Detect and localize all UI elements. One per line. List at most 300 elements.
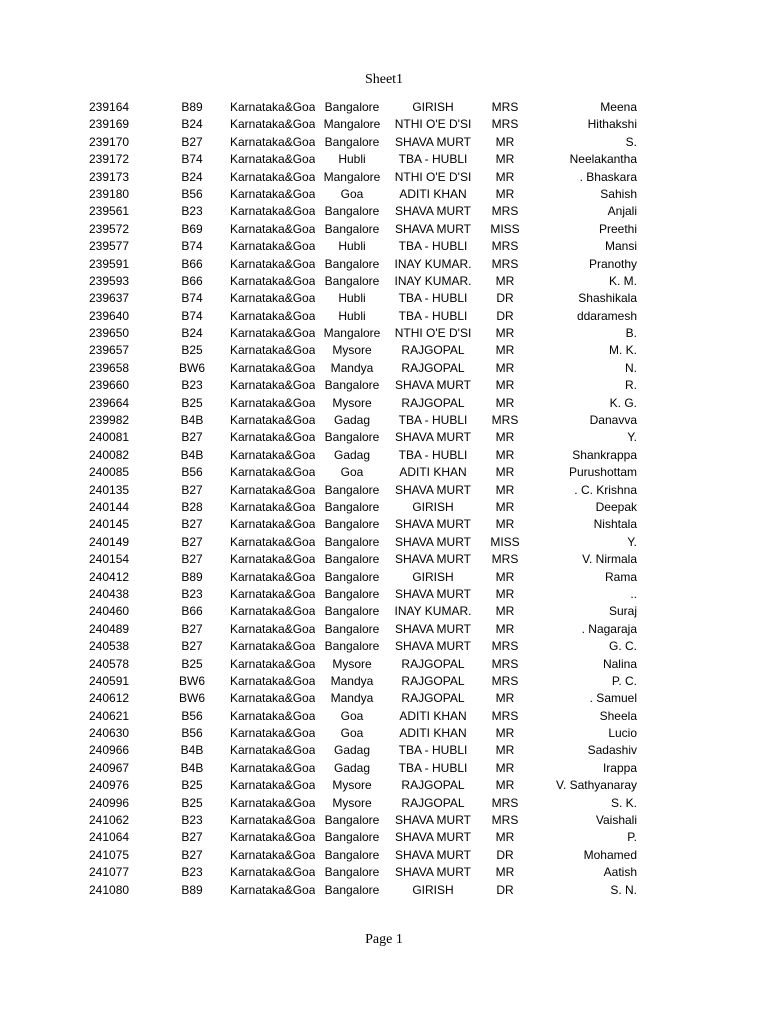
region-cell: Karnataka&Goa [230, 360, 315, 375]
branch-code-cell: B23 [181, 204, 203, 219]
agent-cell: RAJGOPAL [401, 343, 465, 358]
customer-name-cell: Aatish [603, 865, 637, 880]
salutation-cell: MRS [491, 256, 519, 271]
region-cell: Karnataka&Goa [230, 273, 315, 288]
region-cell: Karnataka&Goa [230, 378, 315, 393]
table-row [0, 482, 768, 499]
customer-name-cell: Nalina [602, 656, 637, 671]
agent-cell: TBA - HUBLI [398, 239, 468, 254]
customer-name-cell: Mohamed [583, 847, 637, 862]
branch-code-cell: B27 [181, 534, 203, 549]
salutation-cell: MRS [491, 100, 519, 114]
region-cell: Karnataka&Goa [230, 256, 315, 271]
table-row [0, 429, 768, 446]
region-cell: Karnataka&Goa [230, 430, 315, 445]
region-cell: Karnataka&Goa [230, 239, 315, 254]
agent-cell: SHAVA MURT [394, 482, 471, 497]
table-row [0, 273, 768, 290]
table-row [0, 742, 768, 759]
salutation-cell: MR [495, 482, 515, 497]
city-cell: Bangalore [324, 204, 380, 219]
city-cell: Bangalore [324, 517, 380, 532]
record-id-cell: 239164 [89, 100, 130, 114]
salutation-cell: MR [495, 169, 515, 184]
agent-cell: TBA - HUBLI [398, 152, 468, 167]
branch-code-cell: B24 [181, 169, 203, 184]
region-cell: Karnataka&Goa [230, 482, 315, 497]
region-cell: Karnataka&Goa [230, 795, 315, 810]
city-cell: Hubli [338, 308, 366, 323]
region-cell: Karnataka&Goa [230, 465, 315, 480]
region-cell: Karnataka&Goa [230, 134, 315, 149]
table-row [0, 308, 768, 325]
customer-name-cell: K. G. [609, 395, 637, 410]
branch-code-cell: BW6 [178, 360, 205, 375]
city-cell: Gadag [333, 447, 371, 462]
agent-cell: SHAVA MURT [394, 847, 471, 862]
agent-cell: SHAVA MURT [394, 865, 471, 880]
record-id-cell: 240149 [89, 534, 130, 549]
salutation-cell: MR [495, 134, 515, 149]
customer-name-cell: Danavva [589, 413, 637, 428]
salutation-cell: MR [495, 378, 515, 393]
record-id-cell: 239637 [89, 291, 130, 306]
agent-cell: SHAVA MURT [394, 813, 471, 828]
city-cell: Bangalore [324, 882, 380, 897]
salutation-cell: MR [495, 465, 515, 480]
city-cell: Bangalore [324, 639, 380, 654]
region-cell: Karnataka&Goa [230, 308, 315, 323]
agent-cell: ADITI KHAN [399, 186, 467, 201]
city-cell: Goa [340, 726, 364, 741]
city-cell: Hubli [338, 291, 366, 306]
branch-code-cell: B25 [181, 343, 203, 358]
branch-code-cell: B74 [181, 291, 203, 306]
branch-code-cell: B56 [181, 726, 203, 741]
table-row [0, 812, 768, 829]
table-row [0, 829, 768, 846]
record-id-cell: 240081 [89, 430, 130, 445]
table-row [0, 99, 768, 116]
salutation-cell: MR [495, 326, 515, 341]
city-cell: Goa [340, 465, 364, 480]
branch-code-cell: B56 [181, 708, 203, 723]
region-cell: Karnataka&Goa [230, 152, 315, 167]
customer-name-cell: .. [630, 586, 637, 601]
record-id-cell: 239640 [89, 308, 130, 323]
customer-name-cell: G. C. [608, 639, 637, 654]
customer-name-cell: . C. Krishna [574, 482, 637, 497]
branch-code-cell: B25 [181, 795, 203, 810]
table-row [0, 847, 768, 864]
table-row [0, 864, 768, 881]
table-row [0, 656, 768, 673]
customer-name-cell: Lucio [608, 726, 637, 741]
record-id-cell: 239660 [89, 378, 130, 393]
customer-name-cell: . Bhaskara [579, 169, 637, 184]
table-row [0, 447, 768, 464]
city-cell: Mysore [332, 656, 372, 671]
record-id-cell: 240967 [89, 760, 130, 775]
salutation-cell: MR [495, 447, 515, 462]
branch-code-cell: B28 [181, 499, 203, 514]
region-cell: Karnataka&Goa [230, 639, 315, 654]
record-id-cell: 240630 [89, 726, 130, 741]
salutation-cell: MRS [491, 117, 519, 132]
customer-name-cell: B. [625, 326, 637, 341]
customer-name-cell: S. [625, 134, 637, 149]
agent-cell: SHAVA MURT [394, 221, 471, 236]
table-row [0, 169, 768, 186]
record-id-cell: 239572 [89, 221, 130, 236]
salutation-cell: MRS [491, 656, 519, 671]
record-id-cell: 239982 [89, 413, 130, 428]
branch-code-cell: B89 [181, 569, 203, 584]
agent-cell: INAY KUMAR. [394, 604, 472, 619]
customer-name-cell: Rama [604, 569, 637, 584]
branch-code-cell: B27 [181, 847, 203, 862]
branch-code-cell: BW6 [178, 691, 205, 706]
salutation-cell: MR [495, 343, 515, 358]
city-cell: Mangalore [323, 169, 381, 184]
customer-name-cell: N. [625, 360, 637, 375]
agent-cell: SHAVA MURT [394, 378, 471, 393]
branch-code-cell: B74 [181, 239, 203, 254]
city-cell: Goa [340, 708, 364, 723]
region-cell: Karnataka&Goa [230, 499, 315, 514]
branch-code-cell: B66 [181, 273, 203, 288]
city-cell: Bangalore [324, 100, 380, 114]
salutation-cell: MRS [491, 673, 519, 688]
salutation-cell: MRS [491, 204, 519, 219]
agent-cell: RAJGOPAL [401, 360, 465, 375]
salutation-cell: MR [495, 360, 515, 375]
table-row [0, 151, 768, 168]
agent-cell: SHAVA MURT [394, 430, 471, 445]
record-id-cell: 240135 [89, 482, 130, 497]
city-cell: Mysore [332, 795, 372, 810]
table-row [0, 534, 768, 551]
salutation-cell: MISS [490, 534, 520, 549]
agent-cell: GIRISH [412, 100, 454, 114]
table-row [0, 412, 768, 429]
branch-code-cell: B23 [181, 586, 203, 601]
customer-name-cell: Sheela [599, 708, 637, 723]
branch-code-cell: B74 [181, 152, 203, 167]
customer-name-cell: Mansi [604, 239, 637, 254]
region-cell: Karnataka&Goa [230, 691, 315, 706]
customer-name-cell: V. Nirmala [582, 552, 637, 567]
branch-code-cell: B24 [181, 326, 203, 341]
customer-name-cell: Neelakantha [569, 152, 637, 167]
record-id-cell: 239172 [89, 152, 130, 167]
salutation-cell: MRS [491, 708, 519, 723]
branch-code-cell: B56 [181, 465, 203, 480]
customer-name-cell: Anjali [607, 204, 637, 219]
region-cell: Karnataka&Goa [230, 743, 315, 758]
agent-cell: ADITI KHAN [399, 708, 467, 723]
city-cell: Bangalore [324, 552, 380, 567]
region-cell: Karnataka&Goa [230, 847, 315, 862]
salutation-cell: DR [496, 291, 514, 306]
customer-name-cell: V. Sathyanaray [556, 778, 637, 793]
agent-cell: NTHI O'E D'SI [394, 117, 472, 132]
salutation-cell: MR [495, 778, 515, 793]
salutation-cell: MR [495, 586, 515, 601]
agent-cell: SHAVA MURT [394, 534, 471, 549]
record-id-cell: 239173 [89, 169, 130, 184]
branch-code-cell: B27 [181, 552, 203, 567]
customer-name-cell: K. M. [608, 273, 637, 288]
branch-code-cell: B27 [181, 430, 203, 445]
city-cell: Bangalore [324, 569, 380, 584]
table-row [0, 464, 768, 481]
branch-code-cell: B23 [181, 865, 203, 880]
customer-name-cell: Shashikala [578, 291, 637, 306]
customer-name-cell: R. [625, 378, 637, 393]
agent-cell: RAJGOPAL [401, 656, 465, 671]
branch-code-cell: B74 [181, 308, 203, 323]
salutation-cell: MRS [491, 552, 519, 567]
table-row [0, 708, 768, 725]
branch-code-cell: B27 [181, 482, 203, 497]
record-id-cell: 239577 [89, 239, 130, 254]
table-row [0, 516, 768, 533]
record-id-cell: 240460 [89, 604, 130, 619]
salutation-cell: MR [495, 395, 515, 410]
branch-code-cell: B89 [181, 882, 203, 897]
branch-code-cell: B27 [181, 830, 203, 845]
region-cell: Karnataka&Goa [230, 726, 315, 741]
customer-name-cell: Purushottam [568, 465, 637, 480]
agent-cell: GIRISH [412, 569, 454, 584]
city-cell: Mysore [332, 395, 372, 410]
city-cell: Bangalore [324, 430, 380, 445]
customer-name-cell: Sadashiv [587, 743, 637, 758]
region-cell: Karnataka&Goa [230, 117, 315, 132]
region-cell: Karnataka&Goa [230, 534, 315, 549]
record-id-cell: 239170 [89, 134, 130, 149]
table-row [0, 360, 768, 377]
salutation-cell: MR [495, 743, 515, 758]
record-id-cell: 240976 [89, 778, 130, 793]
agent-cell: TBA - HUBLI [398, 291, 468, 306]
city-cell: Bangalore [324, 604, 380, 619]
table-row [0, 638, 768, 655]
record-id-cell: 240412 [89, 569, 130, 584]
city-cell: Bangalore [324, 221, 380, 236]
agent-cell: RAJGOPAL [401, 395, 465, 410]
customer-name-cell: Preethi [598, 221, 637, 236]
agent-cell: GIRISH [412, 499, 454, 514]
customer-name-cell: P. [627, 830, 637, 845]
agent-cell: TBA - HUBLI [398, 760, 468, 775]
record-id-cell: 240538 [89, 639, 130, 654]
branch-code-cell: B27 [181, 134, 203, 149]
customer-name-cell: Y. [627, 430, 637, 445]
customer-name-cell: S. N. [610, 882, 637, 897]
city-cell: Mandya [330, 673, 374, 688]
salutation-cell: MR [495, 604, 515, 619]
city-cell: Gadag [333, 743, 371, 758]
salutation-cell: DR [496, 882, 514, 897]
table-row [0, 795, 768, 812]
customer-name-cell: Vaishali [595, 813, 637, 828]
record-id-cell: 240621 [89, 708, 130, 723]
salutation-cell: MRS [491, 639, 519, 654]
record-id-cell: 239593 [89, 273, 130, 288]
salutation-cell: MRS [491, 813, 519, 828]
salutation-cell: MRS [491, 239, 519, 254]
customer-name-cell: Meena [600, 100, 637, 114]
region-cell: Karnataka&Goa [230, 569, 315, 584]
agent-cell: INAY KUMAR. [394, 256, 472, 271]
city-cell: Bangalore [324, 499, 380, 514]
table-row [0, 377, 768, 394]
table-row [0, 760, 768, 777]
agent-cell: ADITI KHAN [399, 465, 467, 480]
record-id-cell: 240578 [89, 656, 130, 671]
region-cell: Karnataka&Goa [230, 517, 315, 532]
sheet-title: Sheet1 [364, 72, 404, 87]
region-cell: Karnataka&Goa [230, 621, 315, 636]
agent-cell: RAJGOPAL [401, 691, 465, 706]
customer-name-cell: Irappa [602, 760, 637, 775]
agent-cell: SHAVA MURT [394, 517, 471, 532]
city-cell: Mysore [332, 343, 372, 358]
city-cell: Bangalore [324, 847, 380, 862]
branch-code-cell: B4B [180, 447, 204, 462]
record-id-cell: 239658 [89, 360, 130, 375]
table-row [0, 221, 768, 238]
branch-code-cell: B25 [181, 656, 203, 671]
record-id-cell: 240082 [89, 447, 130, 462]
customer-name-cell: M. K. [608, 343, 637, 358]
region-cell: Karnataka&Goa [230, 813, 315, 828]
region-cell: Karnataka&Goa [230, 778, 315, 793]
region-cell: Karnataka&Goa [230, 447, 315, 462]
agent-cell: ADITI KHAN [399, 726, 467, 741]
city-cell: Mangalore [323, 326, 381, 341]
salutation-cell: MRS [491, 795, 519, 810]
region-cell: Karnataka&Goa [230, 656, 315, 671]
record-id-cell: 240489 [89, 621, 130, 636]
agent-cell: INAY KUMAR. [394, 273, 472, 288]
customer-name-cell: Nishtala [593, 517, 637, 532]
city-cell: Goa [340, 186, 364, 201]
record-id-cell: 240591 [89, 673, 130, 688]
record-id-cell: 239657 [89, 343, 130, 358]
table-row [0, 290, 768, 307]
table-row [0, 499, 768, 516]
record-id-cell: 240145 [89, 517, 130, 532]
branch-code-cell: B25 [181, 395, 203, 410]
table-row [0, 725, 768, 742]
table-row [0, 342, 768, 359]
record-id-cell: 240612 [89, 691, 130, 706]
salutation-cell: MR [495, 760, 515, 775]
branch-code-cell: B23 [181, 378, 203, 393]
salutation-cell: MR [495, 621, 515, 636]
branch-code-cell: BW6 [178, 673, 205, 688]
branch-code-cell: B4B [180, 743, 204, 758]
salutation-cell: DR [496, 308, 514, 323]
salutation-cell: MR [495, 499, 515, 514]
branch-code-cell: B27 [181, 639, 203, 654]
salutation-cell: DR [496, 847, 514, 862]
city-cell: Bangalore [324, 534, 380, 549]
record-id-cell: 239169 [89, 117, 130, 132]
region-cell: Karnataka&Goa [230, 760, 315, 775]
table-row [0, 256, 768, 273]
table-row [0, 203, 768, 220]
agent-cell: SHAVA MURT [394, 621, 471, 636]
record-id-cell: 239650 [89, 326, 130, 341]
region-cell: Karnataka&Goa [230, 413, 315, 428]
salutation-cell: MR [495, 273, 515, 288]
customer-name-cell: Hithakshi [587, 117, 637, 132]
branch-code-cell: B69 [181, 221, 203, 236]
city-cell: Bangalore [324, 482, 380, 497]
customer-name-cell: S. K. [610, 795, 637, 810]
page-footer: Page 1 [365, 932, 403, 947]
branch-code-cell: B66 [181, 604, 203, 619]
region-cell: Karnataka&Goa [230, 395, 315, 410]
city-cell: Bangalore [324, 378, 380, 393]
record-id-cell: 240438 [89, 586, 130, 601]
city-cell: Bangalore [324, 134, 380, 149]
table-row [0, 116, 768, 133]
agent-cell: SHAVA MURT [394, 204, 471, 219]
agent-cell: RAJGOPAL [401, 778, 465, 793]
table-row [0, 186, 768, 203]
record-id-cell: 240154 [89, 552, 130, 567]
region-cell: Karnataka&Goa [230, 830, 315, 845]
city-cell: Bangalore [324, 256, 380, 271]
city-cell: Gadag [333, 760, 371, 775]
record-id-cell: 241062 [89, 813, 130, 828]
branch-code-cell: B27 [181, 517, 203, 532]
region-cell: Karnataka&Goa [230, 708, 315, 723]
city-cell: Bangalore [324, 813, 380, 828]
region-cell: Karnataka&Goa [230, 169, 315, 184]
customer-name-cell: . Nagaraja [581, 621, 637, 636]
branch-code-cell: B24 [181, 117, 203, 132]
customer-name-cell: . Samuel [589, 691, 637, 706]
salutation-cell: MISS [490, 221, 520, 236]
branch-code-cell: B23 [181, 813, 203, 828]
salutation-cell: MR [495, 152, 515, 167]
region-cell: Karnataka&Goa [230, 326, 315, 341]
salutation-cell: MR [495, 691, 515, 706]
branch-code-cell: B66 [181, 256, 203, 271]
customer-name-cell: Shankrappa [572, 447, 637, 462]
city-cell: Gadag [333, 413, 371, 428]
city-cell: Bangalore [324, 830, 380, 845]
record-id-cell: 241077 [89, 865, 130, 880]
table-row [0, 673, 768, 690]
branch-code-cell: B27 [181, 621, 203, 636]
city-cell: Mysore [332, 778, 372, 793]
region-cell: Karnataka&Goa [230, 552, 315, 567]
customer-name-cell: ddaramesh [576, 308, 637, 323]
region-cell: Karnataka&Goa [230, 291, 315, 306]
city-cell: Bangalore [324, 865, 380, 880]
data-table [0, 99, 768, 899]
record-id-cell: 239180 [89, 186, 130, 201]
customer-name-cell: Deepak [595, 499, 637, 514]
city-cell: Hubli [338, 152, 366, 167]
